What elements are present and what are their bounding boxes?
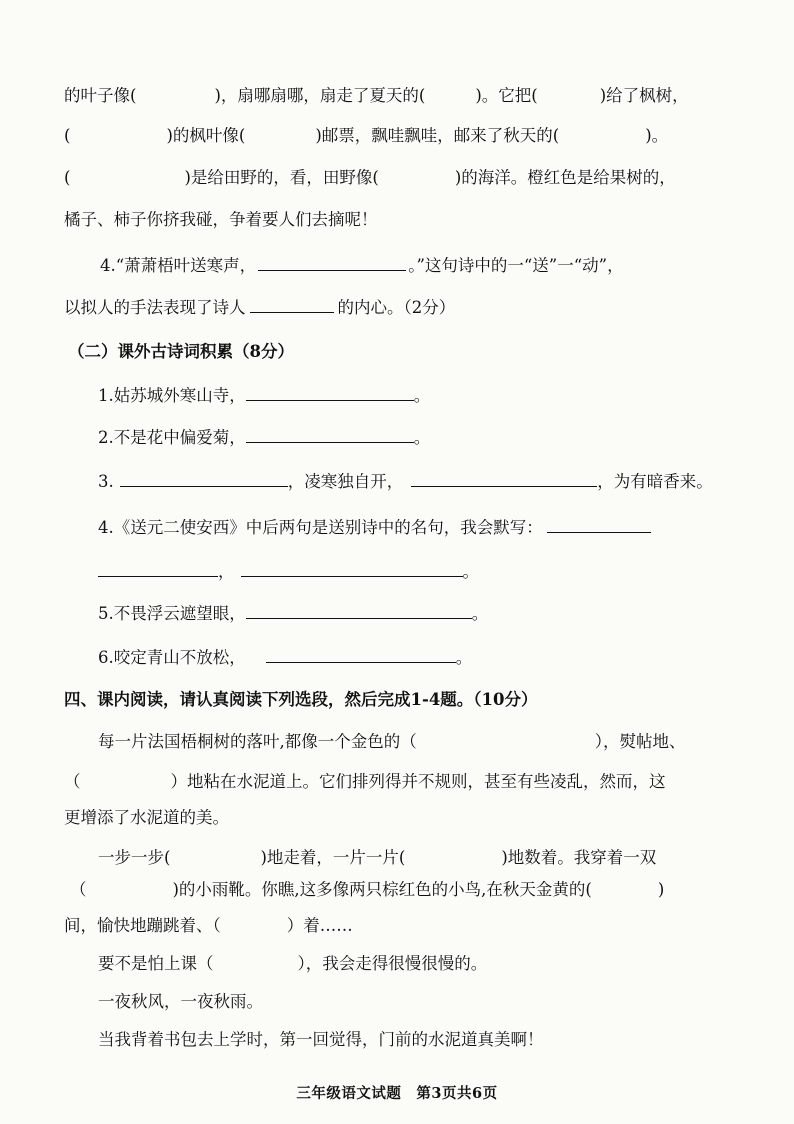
text: ），熨帖地、	[594, 732, 686, 751]
text-line-1	[64, 84, 794, 108]
text-line-2	[64, 124, 794, 148]
poem-q3	[98, 470, 794, 494]
text: (	[64, 168, 71, 187]
text: )给了枫树，	[599, 86, 689, 105]
text: 1.姑苏城外寒山寺，	[98, 386, 246, 405]
reading-p2-end	[64, 914, 794, 938]
text: 以拟人的手法表现了诗人	[64, 298, 246, 317]
text: 当我背着书包去上学时，第一回觉得，门前的水泥道真美啊！	[98, 1030, 544, 1049]
reading-p2	[98, 846, 794, 870]
answer-blank[interactable]	[258, 254, 406, 271]
text: 一步一步(	[98, 848, 171, 867]
text: )的枫叶像(	[166, 126, 246, 145]
answer-blank[interactable]	[411, 470, 597, 487]
text: （	[70, 880, 87, 899]
poem-q6	[98, 646, 794, 670]
text: 间，愉快地蹦跳着、（	[64, 916, 221, 935]
reading-p2-cont	[70, 878, 794, 902]
text: )，扇哪扇哪，扇走了夏天的(	[214, 86, 426, 105]
text: ，为有暗香来。	[597, 472, 713, 491]
section-title-4	[64, 688, 794, 712]
text: ，凌寒独自开，	[287, 472, 404, 491]
text: 2.不是花中偏爱菊，	[98, 428, 246, 447]
reading-p1-end	[64, 806, 794, 830]
text: )邮票，飘哇飘哇，邮来了秋天的(	[315, 126, 560, 145]
question-4	[100, 254, 794, 278]
reading-p1	[98, 730, 794, 754]
text: )地走着，一片一片(	[260, 848, 406, 867]
text: 橘子、柿子你挤我碰，争着要人们去摘呢！	[64, 210, 378, 229]
answer-blank[interactable]	[120, 470, 288, 487]
reading-p4	[98, 990, 794, 1014]
answer-blank[interactable]	[266, 646, 456, 663]
text: 。	[413, 386, 431, 405]
text: )是给田野的，看，田野像(	[184, 168, 379, 187]
text: )的海洋。橙红色是给果树的，	[454, 168, 676, 187]
text: 要不是怕上课（	[98, 954, 214, 973]
reading-p5	[98, 1028, 794, 1052]
text: )	[657, 880, 665, 899]
answer-blank[interactable]	[250, 296, 334, 313]
answer-blank[interactable]	[246, 426, 414, 443]
text-line-3	[64, 166, 794, 190]
text: 的叶子像(	[64, 86, 137, 105]
text: 更增添了水泥道的美。	[64, 808, 229, 827]
text: )地数着。我穿着一双	[501, 848, 657, 867]
text: ，	[218, 562, 235, 581]
text: ），我会走得很慢很慢的。	[297, 954, 488, 973]
answer-blank[interactable]	[246, 602, 472, 619]
text: 。”这句诗中的一“送”一“动”，	[408, 256, 624, 275]
text: 6.咬定青山不放松，	[98, 648, 246, 667]
section-title-2	[68, 340, 794, 364]
poem-q1	[98, 384, 794, 408]
text: )的小雨靴。你瞧,这多像两只棕红色的小鸟,在秋天金黄的(	[172, 880, 592, 899]
section-title: （二）课外古诗词积累（8分）	[68, 342, 294, 361]
poem-q2	[98, 426, 794, 450]
text: )。它把(	[475, 86, 538, 105]
poem-q4	[98, 516, 794, 540]
answer-blank[interactable]	[246, 384, 414, 401]
poem-q5	[98, 602, 794, 626]
text: ）地粘在水泥道上。它们排列得并不规则，甚至有些凌乱，然而，这	[170, 772, 666, 791]
text: 4.《送元二使安西》中后两句是送别诗中的名句，我会默写：	[98, 518, 543, 537]
text: 。	[462, 562, 479, 581]
reading-p3	[98, 952, 794, 976]
text: （	[64, 772, 81, 791]
text: (	[64, 126, 71, 145]
answer-blank[interactable]	[547, 516, 651, 533]
text: 每一片法国梧桐树的落叶,都像一个金色的（	[98, 732, 417, 751]
text: ）着……	[286, 916, 353, 935]
reading-p1-cont	[64, 770, 794, 794]
text: 。	[471, 604, 489, 623]
page-footer: 三年级语文试题 第3页共6页	[296, 1085, 498, 1102]
question-4-cont	[64, 296, 794, 320]
text: 5.不畏浮云遮望眼，	[98, 604, 246, 623]
text: 。	[413, 428, 431, 447]
text: 一夜秋风，一夜秋雨。	[98, 992, 263, 1011]
poem-q4-cont	[98, 560, 794, 584]
text: 。	[455, 648, 473, 667]
text: 4.“萧萧梧叶送寒声，	[100, 256, 257, 275]
answer-blank[interactable]	[241, 560, 463, 577]
answer-blank[interactable]	[98, 560, 218, 577]
text: 的内心。（2分）	[337, 298, 456, 317]
text: )。	[645, 126, 669, 145]
section-title: 四、课内阅读，请认真阅读下列选段，然后完成1-4题。（10分）	[64, 690, 538, 709]
text-line-4	[64, 208, 794, 232]
text: 3.	[98, 472, 114, 491]
